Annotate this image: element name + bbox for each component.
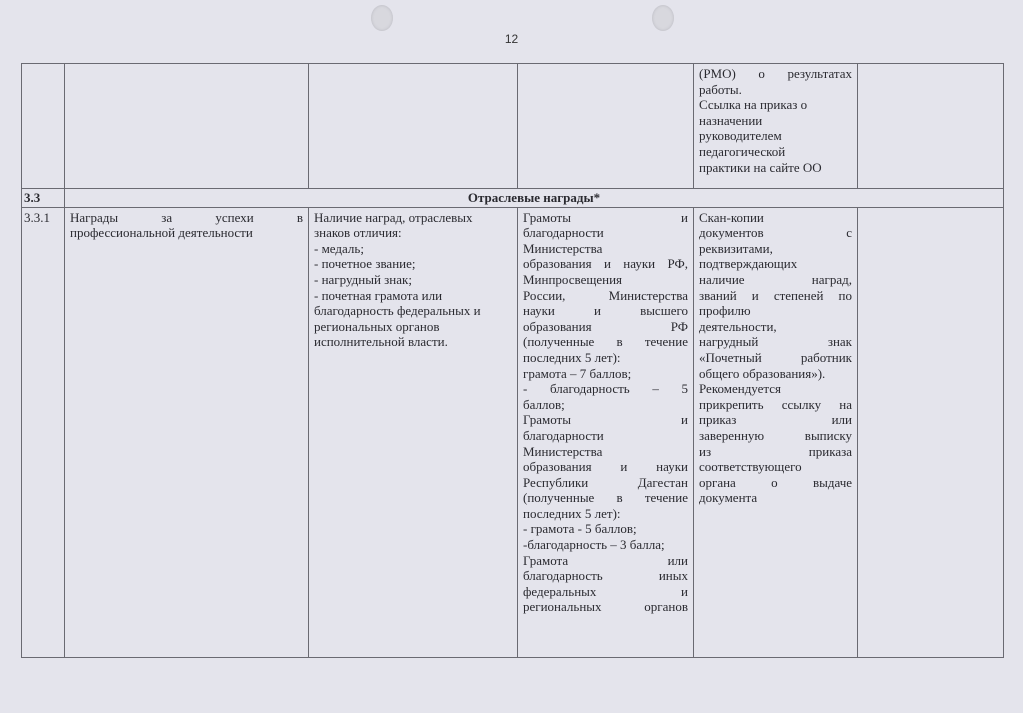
scoring-line: Минпросвещения <box>523 271 623 287</box>
documents-line: практики на сайте ОО <box>699 159 822 175</box>
documents-line: документа <box>699 490 758 506</box>
documents-line: соответствующего <box>699 459 802 475</box>
documents-line: заверенную выписку <box>699 427 852 443</box>
criteria-line: благодарность федеральных и <box>314 303 481 319</box>
documents-line: нагрудный знак <box>699 334 852 350</box>
section-row <box>22 189 1004 208</box>
scoring-line: Грамота или <box>523 552 688 568</box>
documents-line: профилю <box>699 303 751 319</box>
documents-line: документов с <box>699 225 852 241</box>
scoring-line: благодарность иных <box>523 568 688 584</box>
documents-line: общего образования»). <box>699 365 826 381</box>
documents-line: педагогической <box>699 143 786 159</box>
scoring-line: региональных органов <box>523 599 688 615</box>
criteria-line: - нагрудный знак; <box>314 271 412 287</box>
row-number: 3.3.1 <box>22 207 65 657</box>
cell-indicator <box>65 64 309 189</box>
documents-line: реквизитами, <box>699 240 773 256</box>
criteria-line: - медаль; <box>314 240 364 256</box>
documents-line: прикрепить ссылку на <box>699 396 852 412</box>
scoring-line: Республики Дагестан <box>523 474 688 490</box>
scoring-line: - грамота - 5 баллов; <box>523 521 637 537</box>
documents-line: званий и степеней по <box>699 287 852 303</box>
documents-line: из приказа <box>699 443 852 459</box>
section-title: Отраслевые награды* <box>65 189 1004 208</box>
punch-hole-left <box>371 5 393 31</box>
scoring-line: (полученные в течение <box>523 490 688 506</box>
documents-line: наличие наград, <box>699 271 852 287</box>
scoring-cell <box>518 207 694 657</box>
indicator-line: Награды за успехи в <box>70 209 303 225</box>
scoring-line: последних 5 лет): <box>523 349 621 365</box>
cell-notes <box>858 64 1004 189</box>
criteria-cell <box>309 207 518 657</box>
scoring-line: Министерства <box>523 443 603 459</box>
documents-line: Скан-копии <box>699 209 764 225</box>
scoring-line: -благодарность – 3 балла; <box>523 537 665 553</box>
criteria-line: знаков отличия: <box>314 225 402 241</box>
scoring-line: благодарности <box>523 225 604 241</box>
documents-line: Ссылка на приказ о <box>699 97 808 113</box>
documents-line: деятельности, <box>699 318 777 334</box>
criteria-line: исполнительной власти. <box>314 334 448 350</box>
criteria-line: региональных органов <box>314 318 440 334</box>
scoring-line: благодарности <box>523 427 604 443</box>
page-number: 12 <box>504 32 519 46</box>
scoring-line: грамота – 7 баллов; <box>523 365 632 381</box>
documents-line: приказ или <box>699 412 852 428</box>
notes-cell <box>858 207 1004 657</box>
scoring-line: науки и высшего <box>523 303 688 319</box>
scoring-line: федеральных и <box>523 583 688 599</box>
documents-line: (РМО) о результатах <box>699 66 852 81</box>
scoring-line: баллов; <box>523 396 565 412</box>
indicator-cell <box>65 207 309 657</box>
scoring-line: Министерства <box>523 240 603 256</box>
scoring-line: Грамоты и <box>523 412 688 428</box>
scoring-line: (полученные в течение <box>523 334 688 350</box>
scoring-line: Грамоты и <box>523 209 688 225</box>
cell-documents <box>694 64 858 189</box>
continuation-row <box>22 64 1004 189</box>
cell-scoring <box>518 64 694 189</box>
cell-criteria <box>309 64 518 189</box>
indicator-line: профессиональной деятельности <box>70 225 253 241</box>
scoring-line: образования РФ <box>523 318 688 334</box>
section-number: 3.3 <box>22 189 65 208</box>
punch-hole-right <box>652 5 674 31</box>
documents-line: работы. <box>699 81 742 97</box>
scoring-line: России, Министерства <box>523 287 688 303</box>
documents-line: Рекомендуется <box>699 381 781 397</box>
scoring-line: последних 5 лет): <box>523 505 621 521</box>
scoring-line: образования и науки <box>523 459 688 475</box>
scoring-line: образования и науки РФ, <box>523 256 688 272</box>
criteria-table <box>21 63 1004 658</box>
documents-cell <box>694 207 858 657</box>
cell-number <box>22 64 65 189</box>
criteria-line: - почетная грамота или <box>314 287 443 303</box>
scoring-line: - благодарность – 5 <box>523 381 688 397</box>
criteria-line: - почетное звание; <box>314 256 416 272</box>
documents-line: назначении <box>699 112 763 128</box>
documents-line: органа о выдаче <box>699 474 852 490</box>
documents-line: «Почетный работник <box>699 349 852 365</box>
documents-line: руководителем <box>699 128 782 144</box>
criteria-line: Наличие наград, отраслевых <box>314 209 473 225</box>
documents-line: подтверждающих <box>699 256 798 272</box>
table-row-3-3-1 <box>22 207 1004 657</box>
